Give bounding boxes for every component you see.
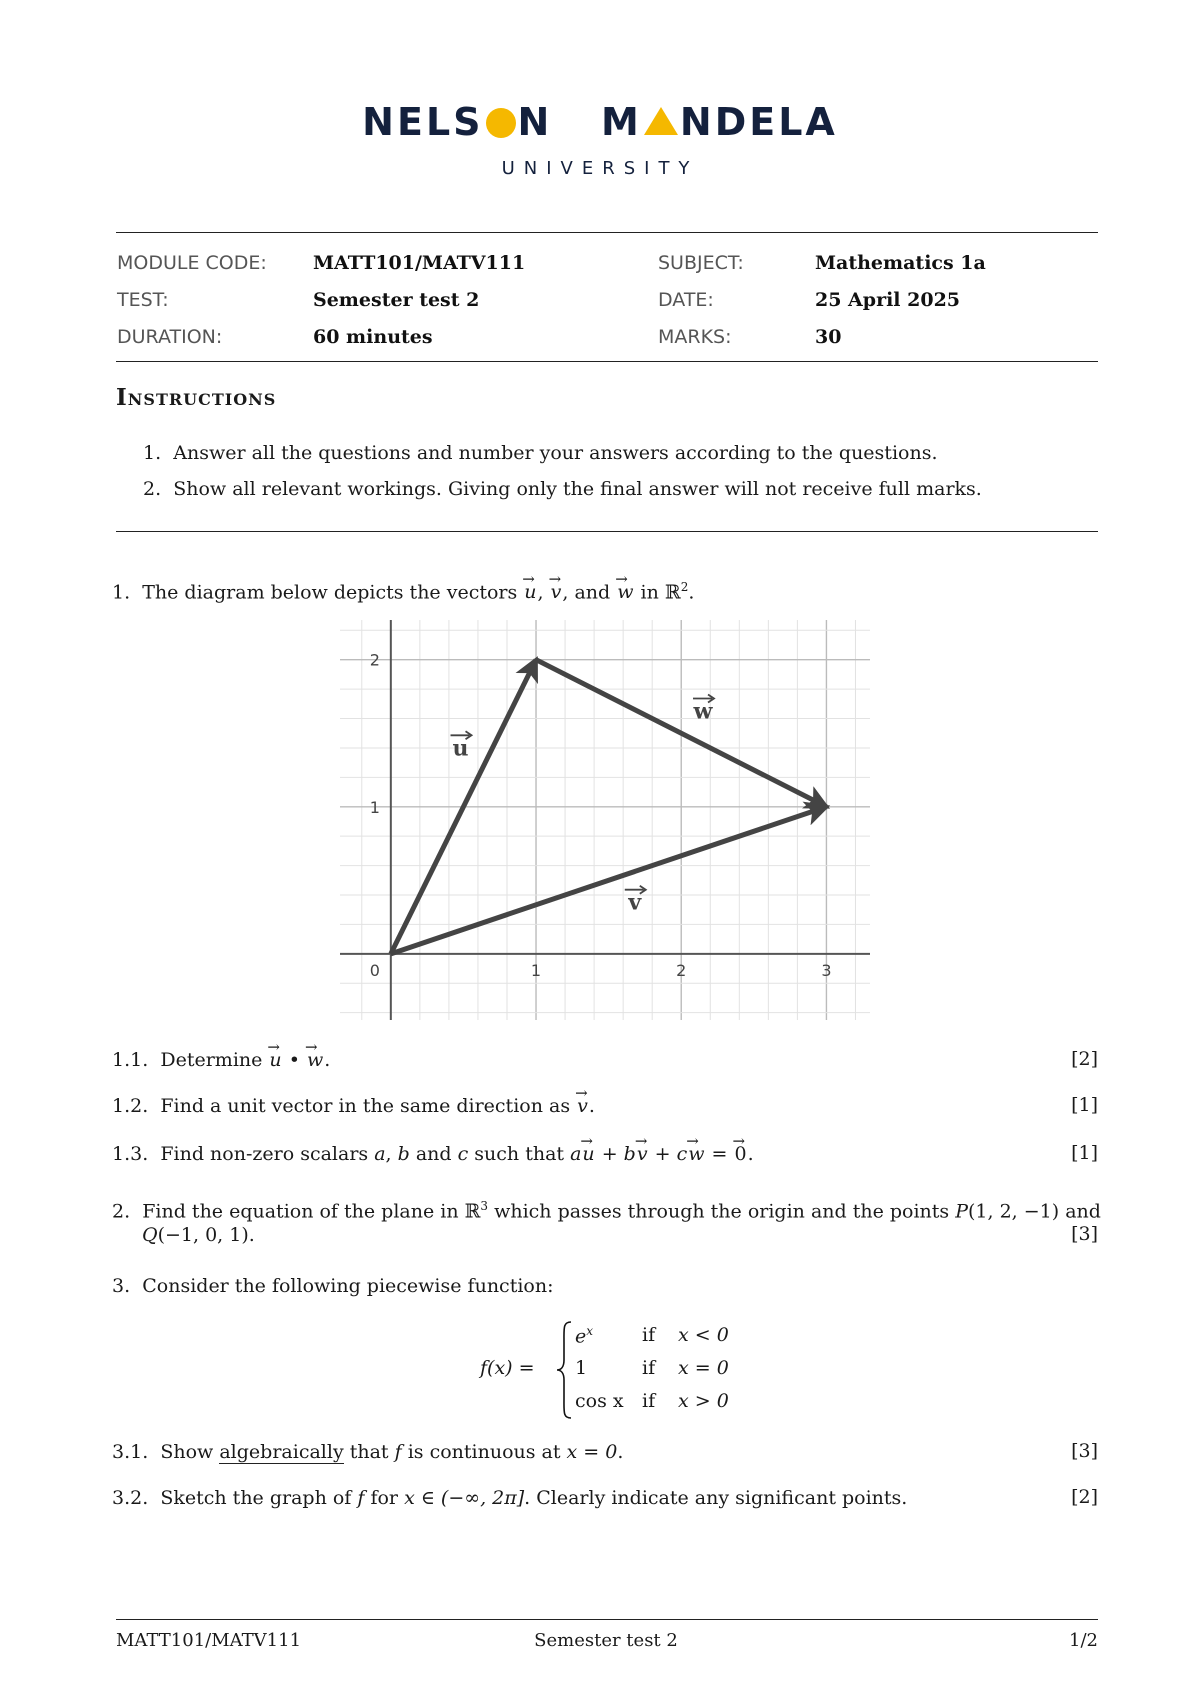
x-tick-label: 2 bbox=[676, 960, 687, 980]
university-logo: NELS N M NDELA bbox=[362, 100, 838, 144]
vector-v-arrow bbox=[391, 807, 827, 954]
date-value: 25 April 2025 bbox=[815, 289, 961, 311]
case-3-cond: x > 0 bbox=[678, 1390, 729, 1412]
divider bbox=[116, 232, 1098, 233]
vector-diagram bbox=[340, 620, 870, 1020]
duration-label: DURATION: bbox=[117, 326, 223, 348]
subject-label: SUBJECT: bbox=[658, 252, 744, 274]
module-code-value: MATT101/MATV111 bbox=[313, 252, 526, 274]
footer-divider bbox=[116, 1619, 1098, 1620]
vector-w: → w bbox=[616, 580, 634, 604]
question-2-line-2: Q(−1, 0, 1). bbox=[142, 1224, 255, 1246]
svg-text:u: u bbox=[452, 735, 469, 762]
logo-sun-icon bbox=[486, 108, 516, 138]
marks-3-2: [2] bbox=[1071, 1486, 1098, 1508]
marks-1-1: [2] bbox=[1071, 1048, 1098, 1070]
question-3-intro: 3. Consider the following piecewise function: bbox=[112, 1275, 554, 1297]
vector-u-label bbox=[451, 731, 472, 761]
vector-w-label bbox=[693, 695, 714, 725]
logo-university-text: UNIVERSITY bbox=[501, 158, 699, 179]
test-label: TEST: bbox=[117, 289, 169, 311]
question-2-line-1: 2. Find the equation of the plane in ℝ$^3$ which passes through the origin and the points P(1, 2, −1) and bbox=[112, 1199, 1101, 1223]
vector-v-label bbox=[625, 886, 646, 916]
vector-u: → u bbox=[523, 580, 537, 604]
x-tick-label: 1 bbox=[530, 960, 542, 980]
svg-text:w: w bbox=[693, 698, 713, 725]
marks-1-3: [1] bbox=[1071, 1142, 1098, 1164]
marks-label: MARKS: bbox=[658, 326, 732, 348]
case-1-cond: x < 0 bbox=[678, 1324, 729, 1346]
question-3-1: 3.1. Show algebraically that f is continuous at x = 0. bbox=[112, 1441, 624, 1463]
question-1-2: 1.2. Find a unit vector in the same direction as → v. bbox=[112, 1094, 595, 1118]
test-value: Semester test 2 bbox=[313, 289, 480, 311]
vector-v: → v bbox=[550, 580, 563, 604]
y-tick-label: 1 bbox=[369, 797, 380, 817]
duration-value: 60 minutes bbox=[313, 326, 433, 348]
case-2-expr: 1 bbox=[575, 1357, 588, 1379]
y-tick-label: 2 bbox=[369, 650, 380, 670]
logo-triangle-icon bbox=[644, 107, 678, 135]
case-3-expr: cos x bbox=[575, 1390, 624, 1412]
footer-module-code: MATT101/MATV111 bbox=[116, 1630, 302, 1651]
footer-page-number: 1/2 bbox=[1069, 1630, 1098, 1651]
piecewise-brace bbox=[555, 1320, 575, 1420]
case-2-if: if bbox=[642, 1357, 656, 1379]
marks-value: 30 bbox=[815, 326, 842, 348]
marks-2: [3] bbox=[1071, 1223, 1098, 1245]
case-3-if: if bbox=[642, 1390, 656, 1412]
piecewise-lhs: f(x) = bbox=[480, 1357, 535, 1379]
question-1-3: 1.3. Find non-zero scalars a, b and c such that a→ u + b→ v + c→ w = → 0. bbox=[112, 1142, 754, 1166]
instruction-item: 2. Show all relevant workings. Giving only the final answer will not receive full marks. bbox=[143, 478, 982, 500]
x-tick-label: 3 bbox=[821, 960, 832, 980]
question-3-2: 3.2. Sketch the graph of f for x ∈ (−∞, 2π]. Clearly indicate any significant points. bbox=[112, 1487, 908, 1509]
divider bbox=[116, 361, 1098, 362]
footer-test-name: Semester test 2 bbox=[534, 1630, 678, 1651]
case-1-expr: $e^x$ bbox=[575, 1324, 594, 1348]
divider bbox=[116, 531, 1098, 532]
instruction-item: 1. Answer all the questions and number your answers according to the questions. bbox=[143, 442, 938, 464]
diagram-tick-labels bbox=[370, 651, 832, 980]
subject-value: Mathematics 1a bbox=[815, 252, 986, 274]
case-1-if: if bbox=[642, 1324, 656, 1346]
x-tick-label: 0 bbox=[369, 960, 380, 980]
module-code-label: MODULE CODE: bbox=[117, 252, 267, 274]
question-1-intro: 1. The diagram below depicts the vectors → u, → v, and → w in ℝ$^2$. bbox=[112, 575, 694, 604]
date-label: DATE: bbox=[658, 289, 714, 311]
instructions-heading: Instructions bbox=[116, 384, 277, 411]
question-1-1: 1.1. Determine → u • → w. bbox=[112, 1048, 330, 1072]
case-2-cond: x = 0 bbox=[678, 1357, 729, 1379]
svg-text:v: v bbox=[628, 889, 642, 916]
marks-3-1: [3] bbox=[1071, 1440, 1098, 1462]
marks-1-2: [1] bbox=[1071, 1094, 1098, 1116]
